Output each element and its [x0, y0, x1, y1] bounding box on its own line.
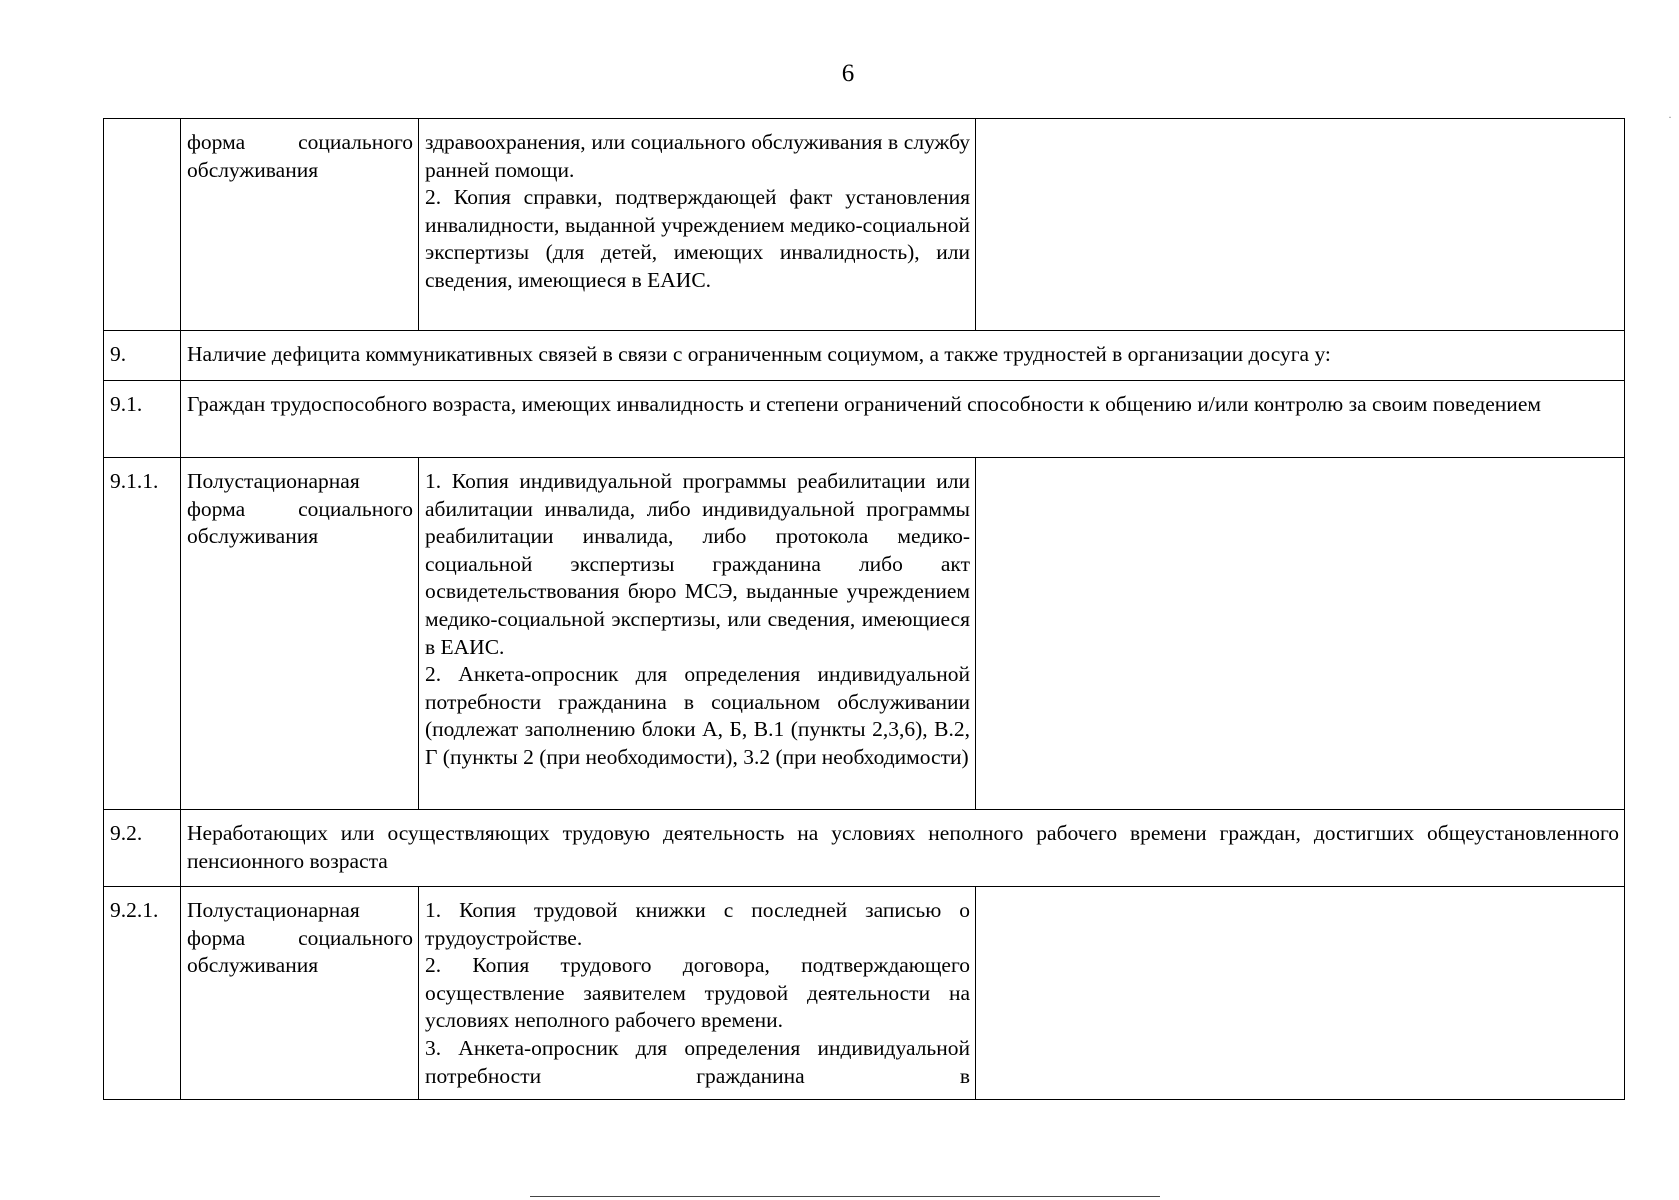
- table-row: [104, 458, 1625, 810]
- document-item: 2. Копия трудового договора, подтверждающего осуществление заявителем трудовой деятельности на условиях неполного рабочего времени.: [425, 953, 970, 1033]
- section-heading-cell: Неработающих или осуществляющих трудовую деятельность на условиях неполного рабочего времени граждан, достигших общеустановленного пенсионного возраста: [181, 810, 1625, 887]
- service-form-text: Полустационарная форма социального обслуживания: [187, 469, 413, 549]
- page-number-text: 6: [841, 60, 855, 87]
- document-item: 1. Копия индивидуальной программы реабилитации или абилитации инвалида, либо индивидуальной программы реабилитации инвалида, либо протокола медико-социальной экспертизы гражданина либо акт освидетельствования бюро МСЭ, выданные учреждением медико-социальной экспертизы, или сведения, имеющиеся в ЕАИС.: [425, 469, 970, 659]
- table-row: [104, 119, 1625, 331]
- services-table: [103, 118, 1625, 1100]
- subsection-heading-row: [104, 810, 1625, 887]
- service-form-text: форма социального обслуживания: [187, 130, 413, 182]
- scan-artifact: ·: [1668, 110, 1672, 124]
- document-item: 2. Анкета-опросник для определения индивидуальной потребности гражданина в социальном обслуживании (подлежат заполнению блоки А, Б, В.1 (пункты 2,3,6), В.2, Г (пункты 2 (при необходимости), 3.2 (при необходимости): [425, 662, 970, 769]
- footer-rule: [530, 1196, 1160, 1197]
- row-number-cell: 9.1.1.: [104, 458, 181, 810]
- subsection-heading-row: [104, 381, 1625, 458]
- section-number-cell: 9.2.: [104, 810, 181, 887]
- section-number-cell: 9.1.: [104, 381, 181, 458]
- service-form-cell: [181, 119, 419, 331]
- document-item: 3. Анкета-опросник для определения индивидуальной потребности гражданина в: [425, 1035, 970, 1088]
- documents-cell: [419, 458, 976, 810]
- service-form-cell: [181, 887, 419, 1100]
- note-cell: [976, 458, 1625, 810]
- note-cell: [976, 887, 1625, 1100]
- section-heading-row: [104, 331, 1625, 381]
- section-number-cell: 9.: [104, 331, 181, 381]
- documents-cell: [419, 119, 976, 331]
- section-heading-cell: Наличие дефицита коммуникативных связей в связи с ограниченным социумом, а также трудностей в организации досуга у:: [181, 331, 1625, 381]
- document-item: здравоохранения, или социального обслуживания в службу ранней помощи.: [425, 130, 970, 182]
- service-form-text: Полустационарная форма социального обслуживания: [187, 898, 413, 978]
- table-row: [104, 887, 1625, 1100]
- documents-cell: [419, 887, 976, 1100]
- document-item: 2. Копия справки, подтверждающей факт установления инвалидности, выданной учреждением медико-социальной экспертизы (для детей, имеющих инвалидность), или сведения, имеющиеся в ЕАИС.: [425, 185, 970, 292]
- page-number: [0, 60, 1679, 88]
- service-form-cell: [181, 458, 419, 810]
- note-cell: [976, 119, 1625, 331]
- row-number-cell: 9.2.1.: [104, 887, 181, 1100]
- row-number-cell: [104, 119, 181, 331]
- section-heading-cell: Граждан трудоспособного возраста, имеющих инвалидность и степени ограничений способности к общению и/или контролю за своим поведением: [181, 381, 1625, 458]
- document-item: 1. Копия трудовой книжки с последней записью о трудоустройстве.: [425, 898, 970, 950]
